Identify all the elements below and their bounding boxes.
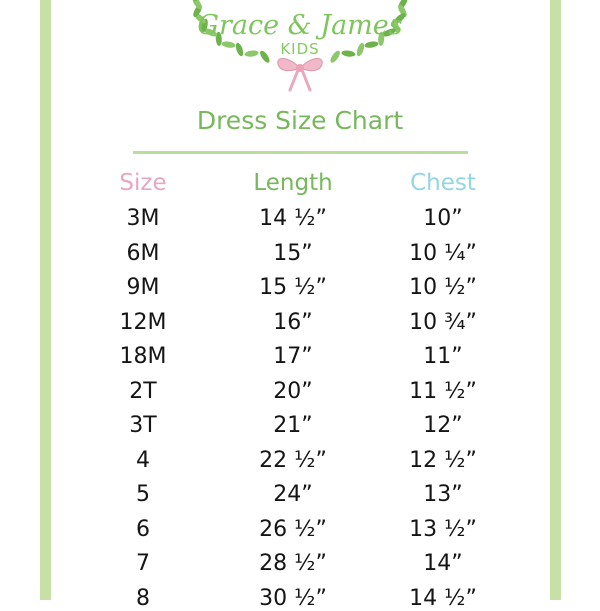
column-header-size: Size — [119, 170, 167, 196]
size-cell: 6 — [136, 516, 150, 542]
frame-border-right — [550, 0, 561, 600]
length-cell: 28 ½” — [259, 551, 327, 576]
brand-subtitle: KIDS — [280, 40, 320, 58]
chest-cell: 11 ½” — [409, 378, 477, 404]
size-cell: 5 — [136, 482, 150, 507]
length-cell: 24” — [273, 482, 313, 507]
brand-logo — [180, 0, 420, 100]
size-cell: 12M — [119, 309, 167, 335]
length-cell: 14 ½” — [259, 206, 327, 231]
length-cell: 15” — [273, 240, 313, 266]
chest-cell: 10 ½” — [409, 275, 477, 300]
title-divider — [133, 151, 468, 154]
size-cell: 8 — [136, 585, 150, 611]
length-cell: 17” — [273, 344, 313, 369]
chest-cell: 14 ½” — [409, 585, 477, 611]
chest-cell: 10 ¼” — [409, 240, 477, 266]
column-header-chest: Chest — [410, 170, 476, 196]
page-title: Dress Size Chart — [196, 106, 404, 135]
size-cell: 9M — [126, 275, 160, 300]
size-cell: 4 — [136, 447, 150, 473]
frame-border-left — [40, 0, 51, 600]
chest-cell: 11” — [423, 344, 463, 369]
size-cell: 18M — [119, 344, 167, 369]
length-cell: 21” — [273, 413, 313, 438]
size-cell: 3M — [126, 206, 160, 231]
size-cell: 7 — [136, 551, 150, 576]
length-cell: 22 ½” — [259, 447, 327, 473]
size-cell: 6M — [126, 240, 160, 266]
chest-cell: 12” — [423, 413, 463, 438]
brand-name: Grace & James — [197, 10, 403, 41]
length-cell: 15 ½” — [259, 275, 327, 300]
length-cell: 30 ½” — [259, 585, 327, 611]
bow-icon — [278, 58, 322, 90]
chest-cell: 13” — [423, 482, 463, 507]
length-cell: 26 ½” — [259, 516, 327, 542]
length-cell: 16” — [273, 309, 313, 335]
length-cell: 20” — [273, 378, 313, 404]
size-cell: 2T — [129, 378, 157, 404]
chest-cell: 10 ¾” — [409, 309, 477, 335]
chest-cell: 13 ½” — [409, 516, 477, 542]
chest-cell: 14” — [423, 551, 463, 576]
size-cell: 3T — [129, 413, 157, 438]
chest-cell: 12 ½” — [409, 447, 477, 473]
column-header-length: Length — [253, 170, 333, 196]
chest-cell: 10” — [423, 206, 463, 231]
